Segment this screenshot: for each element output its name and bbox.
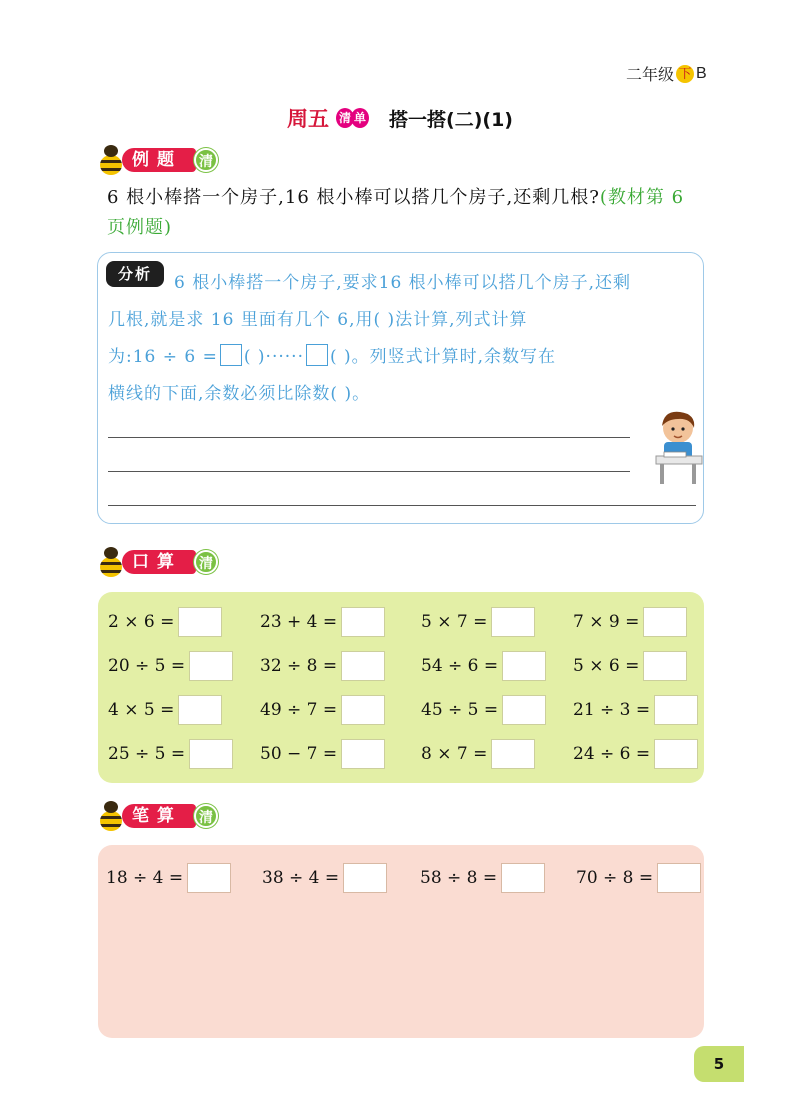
- answer-box[interactable]: [657, 863, 701, 893]
- oral-question: 23 + 4 =: [260, 606, 385, 638]
- answer-box-remainder[interactable]: [306, 344, 328, 366]
- writing-line[interactable]: [108, 471, 630, 472]
- written-question: 18 ÷ 4 =: [106, 862, 231, 894]
- answer-box[interactable]: [643, 607, 687, 637]
- section-header-oral: [96, 545, 218, 579]
- student-illustration-icon: [650, 410, 706, 486]
- analysis-line-3c: ( )。列竖式计算时,余数写在: [329, 347, 557, 367]
- oral-question: 5 × 7 =: [421, 606, 535, 638]
- oral-question: 49 ÷ 7 =: [260, 694, 385, 726]
- answer-box[interactable]: [341, 651, 385, 681]
- answer-box[interactable]: [178, 607, 222, 637]
- answer-box[interactable]: [502, 695, 546, 725]
- answer-box[interactable]: [654, 739, 698, 769]
- answer-box[interactable]: [643, 651, 687, 681]
- oral-question: 50 − 7 =: [260, 738, 385, 770]
- bee-icon: [96, 545, 126, 579]
- page-number: 5: [694, 1046, 744, 1082]
- oral-question: 21 ÷ 3 =: [573, 694, 698, 726]
- answer-box[interactable]: [341, 607, 385, 637]
- section-label: 口算: [122, 550, 196, 574]
- grade-label: [626, 62, 707, 85]
- oral-question: 54 ÷ 6 =: [421, 650, 546, 682]
- analysis-line-2: 几根,就是求 16 里面有几个 6,用( )法计算,列式计算: [108, 310, 528, 330]
- title-main: 周五: [287, 107, 330, 131]
- section-label: 笔算: [122, 804, 196, 828]
- qing-icon: 清: [194, 148, 218, 172]
- section-header-example: [96, 143, 218, 177]
- answer-box[interactable]: [189, 739, 233, 769]
- analysis-line-1: 6 根小棒搭一个房子,要求16 根小棒可以搭几个房子,还剩: [174, 273, 632, 293]
- oral-question: 2 × 6 =: [108, 606, 222, 638]
- analysis-tag: 分析: [106, 261, 164, 287]
- answer-box-quotient[interactable]: [220, 344, 242, 366]
- answer-box[interactable]: [187, 863, 231, 893]
- answer-box[interactable]: [178, 695, 222, 725]
- oral-question: 7 × 9 =: [573, 606, 687, 638]
- analysis-line-4: 横线的下面,余数必须比除数( )。: [108, 384, 371, 404]
- grade-edition: B: [696, 64, 707, 82]
- analysis-box: [97, 252, 704, 524]
- analysis-line-3b: ( )······: [243, 347, 304, 367]
- answer-box[interactable]: [654, 695, 698, 725]
- grade-volume-badge: 下: [676, 65, 694, 83]
- written-question: 38 ÷ 4 =: [262, 862, 387, 894]
- qing-icon: 清: [194, 550, 218, 574]
- answer-box[interactable]: [341, 695, 385, 725]
- analysis-text: [108, 265, 698, 413]
- answer-box[interactable]: [502, 651, 546, 681]
- oral-question: 5 × 6 =: [573, 650, 687, 682]
- written-question: 70 ÷ 8 =: [576, 862, 701, 894]
- written-calculation-panel: [98, 845, 704, 1038]
- grade-prefix: 二年级: [626, 67, 675, 84]
- writing-line[interactable]: [108, 437, 630, 438]
- problem-statement: [107, 183, 707, 243]
- title-badge-char-1: 清: [336, 108, 354, 128]
- title-badge-char-2: 单: [351, 108, 369, 128]
- analysis-line-3a: 为:16 ÷ 6 =: [108, 347, 218, 367]
- oral-question: 32 ÷ 8 =: [260, 650, 385, 682]
- title-badge: [339, 108, 369, 128]
- answer-box[interactable]: [501, 863, 545, 893]
- oral-question: 8 × 7 =: [421, 738, 535, 770]
- oral-calculation-panel: [98, 592, 704, 783]
- answer-box[interactable]: [491, 607, 535, 637]
- oral-question: 24 ÷ 6 =: [573, 738, 698, 770]
- title-sub: 搭一搭(二)(1): [389, 108, 513, 131]
- problem-note: (教材第 6 页例题): [107, 187, 685, 238]
- page-title: [0, 103, 800, 133]
- oral-question: 25 ÷ 5 =: [108, 738, 233, 770]
- answer-box[interactable]: [341, 739, 385, 769]
- oral-question: 4 × 5 =: [108, 694, 222, 726]
- bee-icon: [96, 143, 126, 177]
- written-question: 58 ÷ 8 =: [420, 862, 545, 894]
- answer-box[interactable]: [189, 651, 233, 681]
- writing-line[interactable]: [108, 505, 696, 506]
- oral-question: 45 ÷ 5 =: [421, 694, 546, 726]
- problem-text: 6 根小棒搭一个房子,16 根小棒可以搭几个房子,还剩几根?: [107, 187, 600, 208]
- bee-icon: [96, 799, 126, 833]
- answer-box[interactable]: [343, 863, 387, 893]
- answer-box[interactable]: [491, 739, 535, 769]
- section-header-written: [96, 799, 218, 833]
- oral-question: 20 ÷ 5 =: [108, 650, 233, 682]
- qing-icon: 清: [194, 804, 218, 828]
- section-label: 例题: [122, 148, 196, 172]
